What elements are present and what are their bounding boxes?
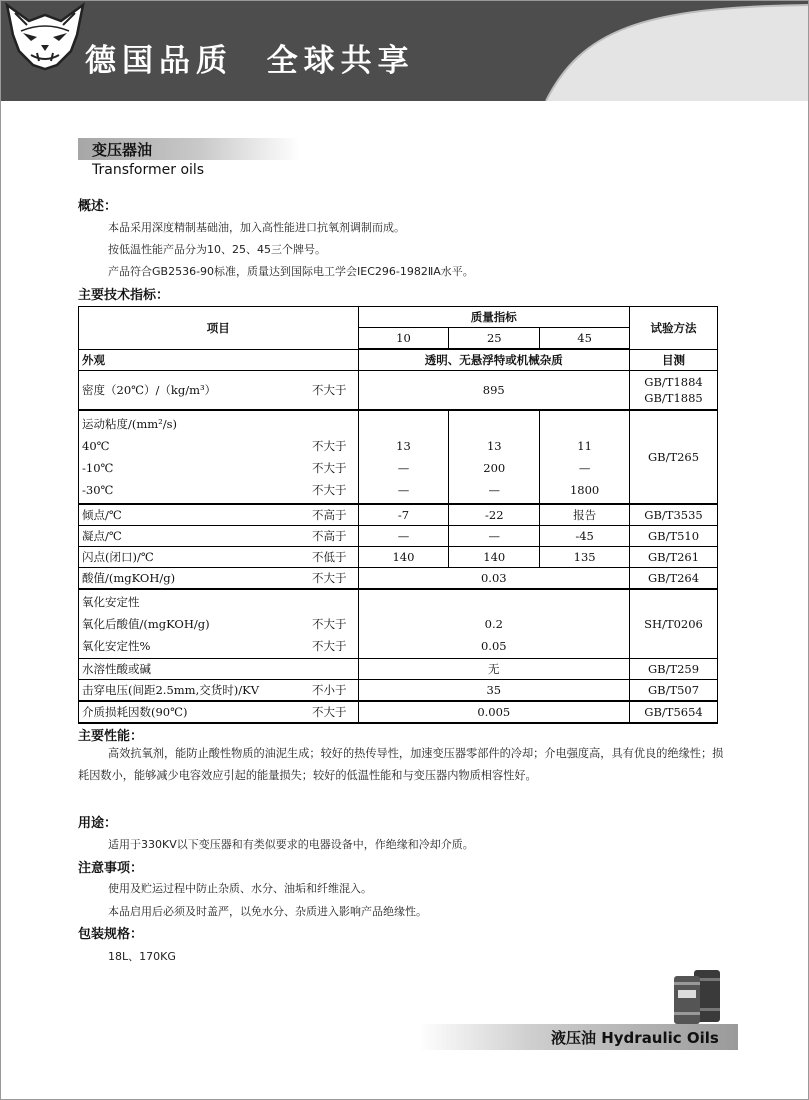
spec-table	[78, 306, 718, 724]
grade-header: 10	[358, 328, 449, 350]
row-value: 0.005	[358, 701, 630, 723]
row-condition: 不高于	[312, 529, 347, 543]
row-method: GB/T510	[630, 526, 718, 547]
packaging-heading: 包装规格：	[78, 927, 144, 942]
row-value: 895	[358, 371, 630, 411]
row-label: 击穿电压(间距2.5mm,交货时)/KV	[82, 683, 259, 697]
row-label: -10℃	[82, 461, 114, 475]
table-row	[79, 659, 718, 680]
row-label: 介质损耗因数(90℃)	[82, 705, 188, 719]
row-label: 40℃	[82, 439, 110, 453]
row-method: GB/T259	[630, 659, 718, 680]
row-value: 13	[396, 439, 411, 453]
row-value: 11	[577, 439, 592, 453]
table-row	[79, 680, 718, 702]
table-row	[79, 701, 718, 723]
header-slogan: 德国品质 全球共享	[85, 43, 415, 79]
row-condition: 不大于	[312, 461, 347, 475]
row-value: 140	[358, 547, 449, 568]
row-value: —	[397, 483, 410, 497]
row-value: 200	[483, 461, 506, 475]
row-condition: 不大于	[312, 571, 347, 585]
table-row	[79, 504, 718, 526]
notes-line: 本品启用后必须及时盖严，以免水分、杂质进入影响产品绝缘性。	[108, 905, 427, 918]
performance-heading: 主要性能：	[78, 729, 144, 744]
row-condition: 不大于	[312, 383, 347, 397]
row-value: 35	[358, 680, 630, 702]
row-value: —	[449, 526, 540, 547]
table-row	[79, 547, 718, 568]
row-method: SH/T0206	[630, 589, 718, 659]
section-title-bar	[78, 138, 300, 160]
overview-heading: 概述：	[78, 199, 118, 214]
notes-line: 使用及贮运过程中防止杂质、水分、油垢和纤维混入。	[108, 882, 372, 895]
row-label: 水溶性酸或碱	[79, 659, 359, 680]
table-row	[79, 568, 718, 590]
section-title-en: Transformer oils	[92, 162, 205, 178]
row-method: GB/T265	[630, 410, 718, 504]
overview-line: 本品采用深度精制基础油，加入高性能进口抗氧剂调制而成。	[108, 221, 405, 234]
row-label: 凝点/℃	[82, 529, 122, 543]
row-value: 无	[358, 659, 630, 680]
row-method: GB/T5654	[630, 701, 718, 723]
row-method: GB/T264	[630, 568, 718, 590]
usage-text: 适用于330KV以下变压器和有类似要求的电器设备中，作绝缘和冷却介质。	[108, 838, 474, 851]
col-quality-header: 质量指标	[358, 307, 630, 328]
packaging-text: 18L、170KG	[108, 950, 176, 963]
row-condition: 不大于	[312, 439, 347, 453]
row-value: 135	[540, 547, 630, 568]
row-value: -7	[358, 504, 449, 526]
row-label: 闪点(闭口)/℃	[82, 550, 154, 564]
grade-header: 25	[449, 328, 540, 350]
row-value: 0.03	[358, 568, 630, 590]
row-value: -22	[449, 504, 540, 526]
row-method: GB/T507	[630, 680, 718, 702]
col-item-header: 项目	[79, 307, 359, 350]
row-condition: 不大于	[312, 639, 347, 653]
page-header	[1, 1, 808, 101]
row-value: 0.2	[484, 617, 503, 631]
row-label: 氧化后酸值/(mgKOH/g)	[82, 617, 210, 631]
table-row	[79, 526, 718, 547]
row-condition: 不小于	[312, 683, 347, 697]
row-value: 0.05	[480, 639, 507, 653]
notes-heading: 注意事项：	[78, 861, 144, 876]
performance-text: 高效抗氧剂，能防止酸性物质的油泥生成；较好的热传导性，加速变压器零部件的冷却；介电强度高，具有优良的绝缘性；损耗因数小，能够减少电容效应引起的能量损失；较好的低温性能和与变压器内物质相容性好。	[78, 747, 724, 782]
row-condition: 不大于	[312, 705, 347, 719]
row-value: 报告	[540, 504, 630, 526]
row-label: 运动粘度/(mm²/s)	[82, 417, 178, 431]
row-condition: 不大于	[312, 617, 347, 631]
row-value: 透明、无悬浮特或机械杂质	[358, 349, 630, 371]
row-value: 140	[449, 547, 540, 568]
footer-category-label: 液压油 Hydraulic Oils	[551, 1029, 719, 1047]
specs-heading: 主要技术指标：	[78, 288, 170, 303]
row-label: 密度（20℃）/（kg/m³）	[82, 383, 217, 397]
row-condition: 不低于	[312, 550, 347, 564]
row-label: 外观	[79, 349, 359, 371]
section-title-cn: 变压器油	[92, 141, 153, 159]
row-method: 目测	[630, 349, 718, 371]
usage-heading: 用途：	[78, 816, 118, 831]
row-value: —	[358, 526, 449, 547]
row-value: —	[488, 483, 501, 497]
row-label: 酸值/(mgKOH/g)	[82, 571, 176, 585]
wildcat-logo-icon	[1, 1, 89, 71]
row-label: 倾点/℃	[82, 508, 122, 522]
row-label: -30℃	[82, 483, 114, 497]
row-method: GB/T261	[630, 547, 718, 568]
row-label: 氧化安定性	[82, 595, 140, 609]
table-row	[79, 349, 718, 371]
grade-header: 45	[540, 328, 630, 350]
row-method: GB/T3535	[630, 504, 718, 526]
row-value: -45	[540, 526, 630, 547]
row-value: 13	[486, 439, 502, 453]
row-condition: 不大于	[312, 483, 347, 497]
table-row	[79, 410, 718, 504]
row-method: GB/T1884	[644, 375, 703, 389]
col-method-header: 试验方法	[630, 307, 718, 350]
row-method: GB/T1885	[644, 391, 703, 405]
overview-line: 按低温性能产品分为10、25、45三个牌号。	[108, 243, 326, 256]
row-value: —	[397, 461, 410, 475]
row-value: 1800	[569, 483, 600, 497]
row-value: —	[578, 461, 591, 475]
table-row	[79, 371, 718, 411]
overview-line: 产品符合GB2536-90标准，质量达到国际电工学会IEC296-1982ⅡA水平。	[108, 265, 474, 278]
row-condition: 不高于	[312, 508, 347, 522]
table-row	[79, 589, 718, 659]
row-label: 氧化安定性%	[82, 639, 151, 653]
oil-barrels-icon	[668, 968, 724, 1026]
